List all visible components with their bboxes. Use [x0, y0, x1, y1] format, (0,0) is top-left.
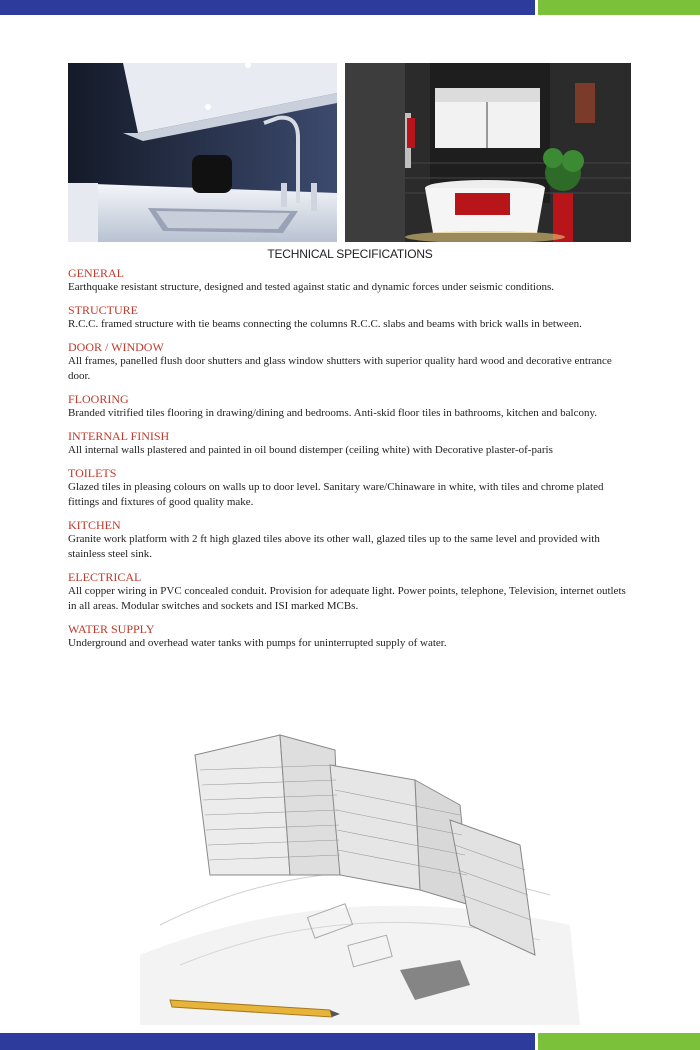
bottom-bar-blue [0, 1033, 535, 1050]
spec-heading: DOOR / WINDOW [68, 340, 164, 354]
spec-heading: STRUCTURE [68, 303, 139, 317]
spec-body: Glazed tiles in pleasing colours on walls up to door level. Sanitary ware/Chinaware in white, with tiles and chrome plated fittings and fixtures of good quality make. [68, 481, 604, 508]
building-sketch-render [140, 725, 580, 1025]
bottom-bar-green [538, 1033, 700, 1050]
spec-heading: ELECTRICAL [68, 570, 142, 584]
kitchen-photo [68, 63, 337, 242]
spec-flooring [68, 392, 628, 421]
top-bar-green [538, 0, 700, 15]
bathroom-photo [345, 63, 631, 242]
spec-body: Granite work platform with 2 ft high glazed tiles above its other wall, glazed tiles up to the same level and provided with stainless steel sink. [68, 533, 600, 560]
spec-body: Underground and overhead water tanks with pumps for uninterrupted supply of water. [68, 637, 447, 649]
spec-body: All copper wiring in PVC concealed conduit. Provision for adequate light. Power points, telephone, Television, internet outlets in all areas. Modular switches and sockets and ISI marked MCBs. [68, 585, 626, 612]
spec-general [68, 266, 628, 295]
spec-heading: KITCHEN [68, 518, 121, 532]
spec-heading: GENERAL [68, 266, 124, 280]
spec-structure [68, 303, 628, 332]
spec-body: Earthquake resistant structure, designed and tested against static and dynamic forces under seismic conditions. [68, 281, 554, 293]
specifications-list [68, 266, 628, 659]
spec-body: All frames, panelled flush door shutters and glass window shutters with superior quality hard wood and decorative entrance door. [68, 355, 612, 382]
spec-heading: TOILETS [68, 466, 117, 480]
spec-body: R.C.C. framed structure with tie beams connecting the columns R.C.C. slabs and beams with brick walls in between. [68, 318, 582, 330]
spec-internal-finish [68, 429, 628, 458]
section-title: TECHNICAL SPECIFICATIONS [267, 247, 433, 261]
spec-electrical [68, 570, 628, 614]
spec-heading: INTERNAL FINISH [68, 429, 170, 443]
spec-door-window [68, 340, 628, 384]
spec-toilets [68, 466, 628, 510]
spec-body: Branded vitrified tiles flooring in drawing/dining and bedrooms. Anti-skid floor tiles in bathrooms, kitchen and balcony. [68, 407, 598, 419]
spec-kitchen [68, 518, 628, 562]
top-bar-blue [0, 0, 535, 15]
spec-body: All internal walls plastered and painted in oil bound distemper (ceiling white) with Decorative plaster-of-paris [68, 444, 553, 456]
spec-water-supply [68, 622, 628, 651]
spec-heading: FLOORING [68, 392, 129, 406]
spec-heading: WATER SUPPLY [68, 622, 155, 636]
